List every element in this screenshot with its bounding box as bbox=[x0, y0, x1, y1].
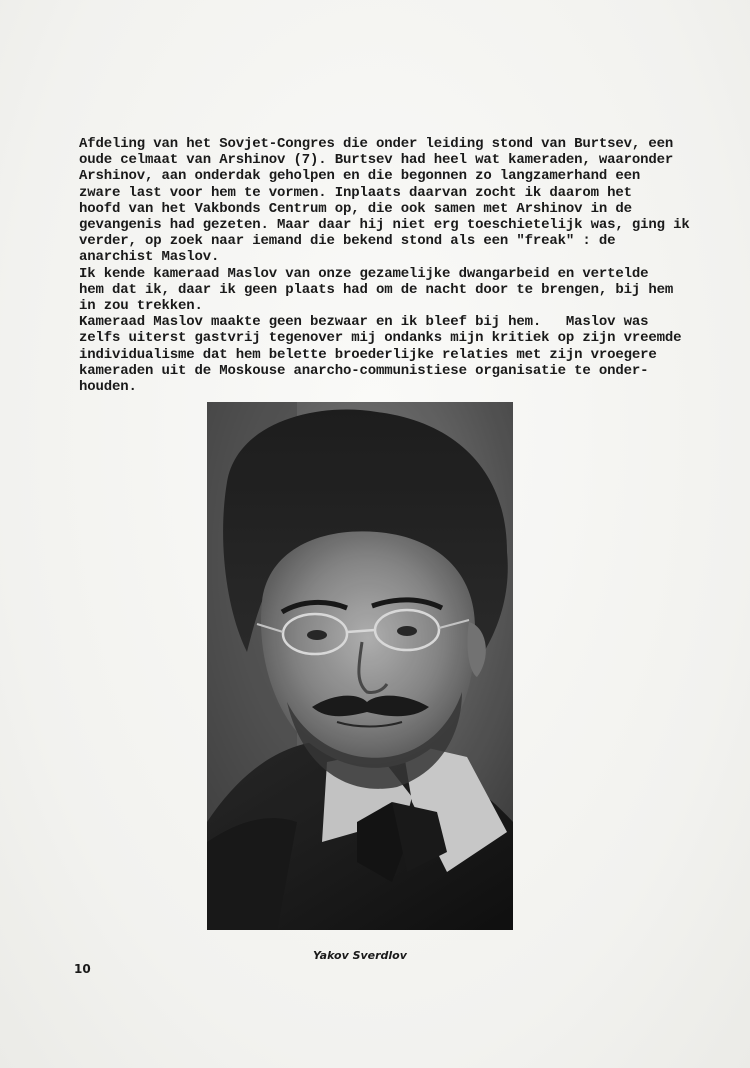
portrait-photo bbox=[207, 402, 513, 930]
body-text bbox=[79, 136, 690, 396]
text-line: kameraden uit de Moskouse anarcho-communistiese organisatie te onder- bbox=[79, 362, 649, 379]
text-line: Afdeling van het Sovjet-Congres die onder leiding stond van Burtsev, een bbox=[79, 136, 674, 152]
text-line: Arshinov, aan onderdak geholpen en die begonnen zo langzamerhand een bbox=[79, 168, 641, 185]
text-line: in zou trekken. bbox=[79, 298, 203, 315]
text-line: oude celmaat van Arshinov (7). Burtsev had heel wat kameraden, waaronder bbox=[79, 152, 674, 169]
text-line: gevangenis had gezeten. Maar daar hij niet erg toeschietelijk was, ging ik bbox=[79, 217, 690, 234]
text-line: Kameraad Maslov maakte geen bezwaar en ik bleef bij hem. Maslov was bbox=[79, 314, 649, 331]
text-line: Ik kende kameraad Maslov van onze gezamelijke dwangarbeid en vertelde bbox=[79, 265, 649, 282]
text-line: houden. bbox=[79, 379, 137, 396]
text-line: hem dat ik, daar ik geen plaats had om de nacht door te brengen, bij hem bbox=[79, 281, 674, 298]
text-line: anarchist Maslov. bbox=[79, 249, 220, 266]
text-line: verder, op zoek naar iemand die bekend stond als een "freak" : de bbox=[79, 233, 616, 250]
text-line: hoofd van het Vakbonds Centrum op, die ook samen met Arshinov in de bbox=[79, 200, 632, 217]
text-line: zelfs uiterst gastvrij tegenover mij ondanks mijn kritiek op zijn vreemde bbox=[79, 330, 682, 347]
page-number: 10 bbox=[74, 962, 91, 976]
text-line: zware last voor hem te vormen. Inplaats daarvan zocht ik daarom het bbox=[79, 184, 632, 201]
text-line: individualisme dat hem belette broederlijke relaties met zijn vroegere bbox=[79, 346, 657, 363]
photo-caption: Yakov Sverdlov bbox=[313, 949, 407, 962]
